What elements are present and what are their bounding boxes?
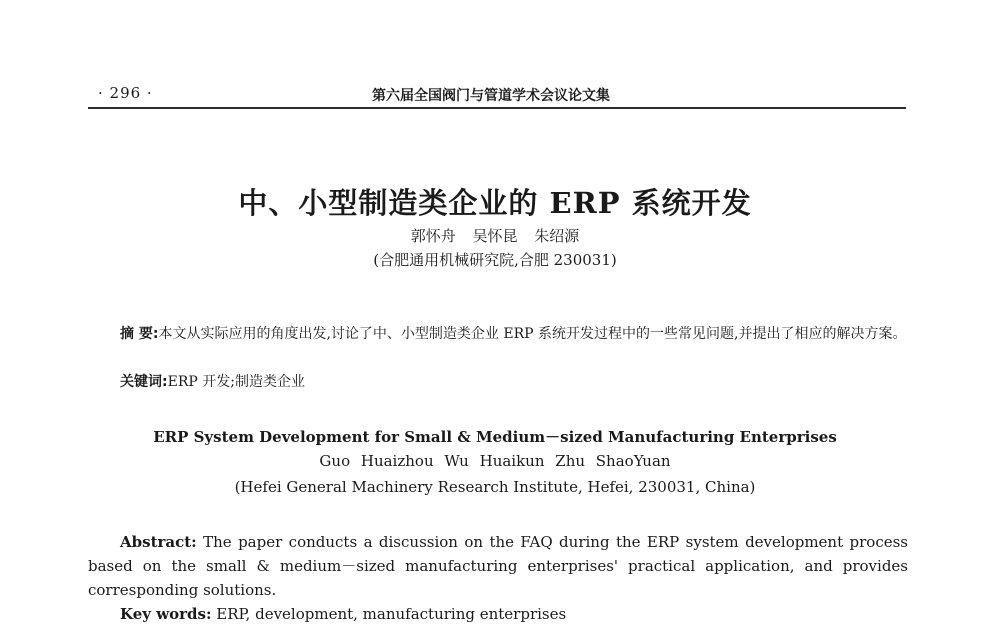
page-number: · 296 · <box>98 84 153 102</box>
keywords-label-cn: 关键词: <box>120 374 168 390</box>
abstract-text-en: The paper conducts a discussion on the FAQ during the ERP system development process based on the small & medium－sized manufacturing enterprises' practical application, and provides corresponding solutions. <box>88 533 908 599</box>
affiliation-en: (Hefei General Machinery Research Institute, Hefei, 230031, China) <box>234 478 756 496</box>
keywords-cn <box>120 371 305 391</box>
keywords-label-en: Key words: <box>120 605 212 623</box>
title-cn: 中、小型制造类企业的 ERP 系统开发 <box>238 186 752 220</box>
abstract-text-cn: 本文从实际应用的角度出发,讨论了中、小型制造类企业 ERP 系统开发过程中的一些常见问题,并提出了相应的解决方案。 <box>158 326 907 342</box>
header-rule <box>88 107 906 109</box>
title-en: ERP System Development for Small & Medium－sized Manufacturing Enterprises <box>153 428 837 446</box>
affiliation-cn: (合肥通用机械研究院,合肥 230031) <box>373 251 617 269</box>
keywords-en <box>120 605 566 623</box>
abstract-en <box>88 530 908 602</box>
running-head: 第六届全国阀门与管道学术会议论文集 <box>372 88 610 104</box>
abstract-label-en: Abstract: <box>120 533 197 551</box>
authors-cn: 郭怀舟 吴怀昆 朱绍源 <box>410 227 580 245</box>
keywords-text-en: ERP, development, manufacturing enterprises <box>211 605 567 623</box>
keywords-text-cn: ERP 开发;制造类企业 <box>167 374 305 390</box>
abstract-label-cn: 摘 要: <box>120 326 159 342</box>
abstract-cn <box>88 322 908 347</box>
authors-en: Guo Huaizhou Wu Huaikun Zhu ShaoYuan <box>319 452 671 470</box>
